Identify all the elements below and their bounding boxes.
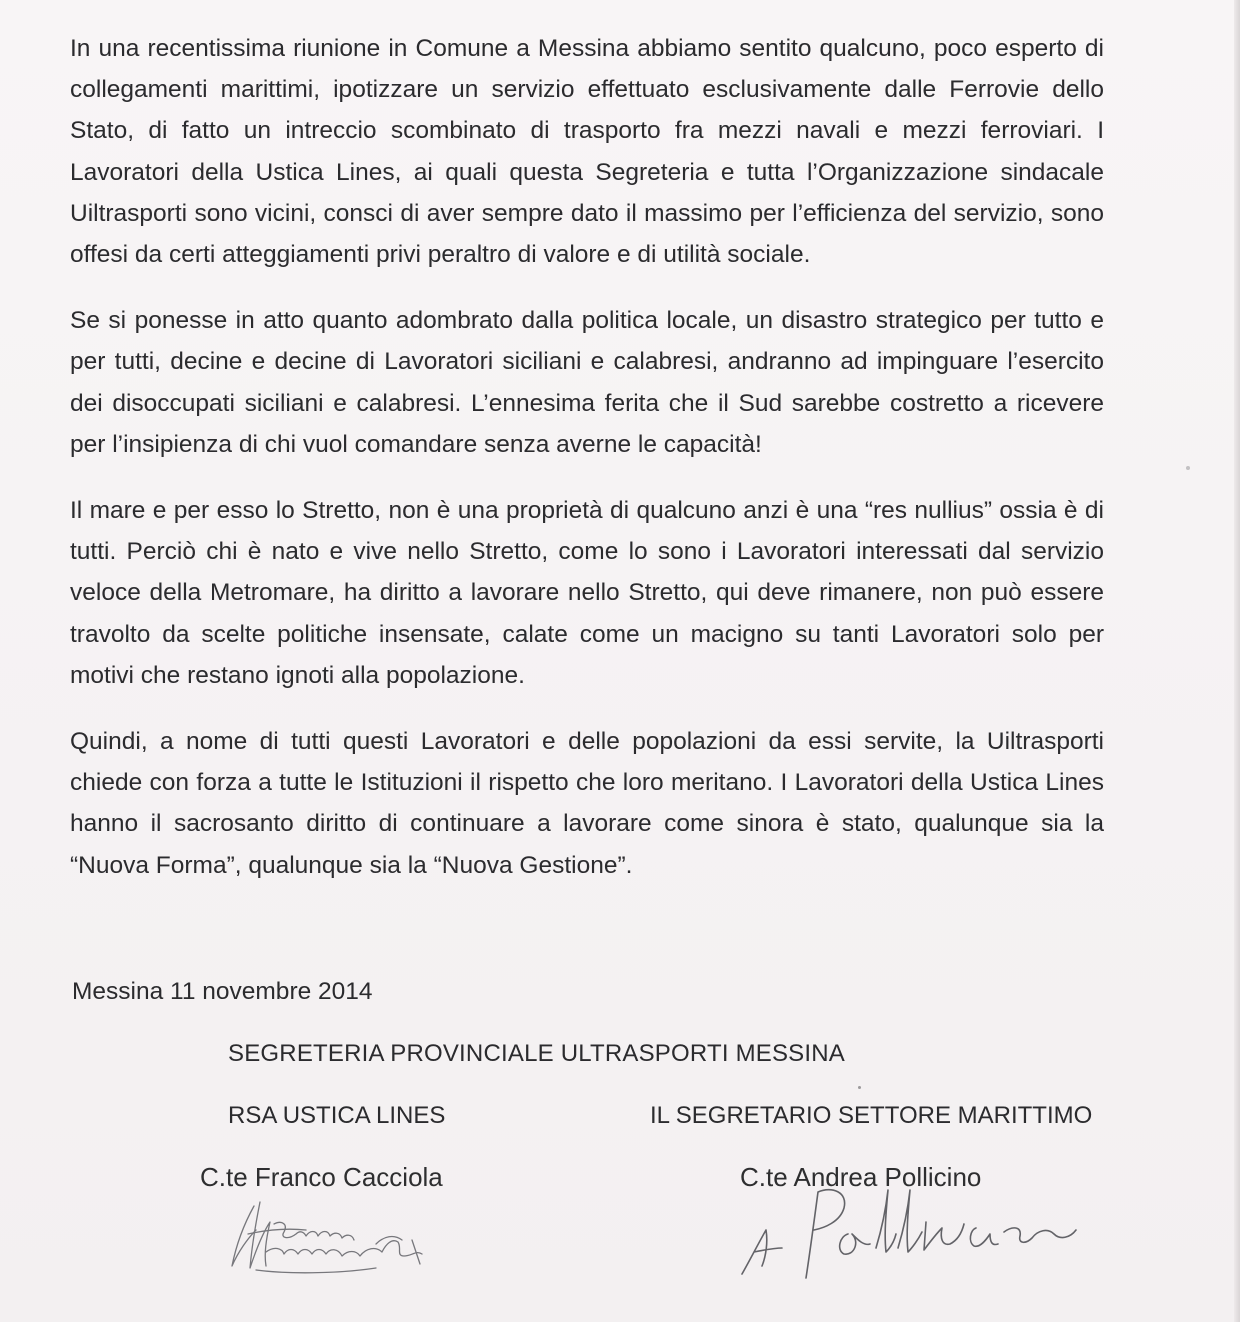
paragraph-1: In una recentissima riunione in Comune a Messina abbiamo sentito qualcuno, poco esperto di collegamenti marittimi, ipotizzare un servizio effettuato esclusivamente dalle Ferrovie dello Stato, di fatto un intreccio scombinato di trasporto fra mezzi navali e mezzi ferroviari. I Lavoratori della Ustica Lines, ai quali questa Segreteria e tutta l’Organizzazione sindacale Uiltrasporti sono vicini, consci di aver sempre dato il massimo per l’efficienza del servizio, sono offesi da certi atteggiamenti privi peraltro di valore e di utilità sociale. <box>70 35 1104 269</box>
scan-speck <box>1186 466 1190 470</box>
left-handwritten-signature <box>226 1194 436 1284</box>
right-signatory-name: C.te Andrea Pollicino <box>740 1162 982 1192</box>
letter-body <box>70 28 1104 911</box>
right-handwritten-signature <box>736 1182 1086 1282</box>
paragraph-4: Quindi, a nome di tutti questi Lavoratori e delle popolazioni da essi servite, la Uiltrasporti chiede con forza a tutte le Istituzioni il rispetto che loro meritano. I Lavoratori della Ustica Lines hanno il sacrosanto diritto di continuare a lavorare come sinora è stato, qualunque sia la “Nuova Forma”, qualunque sia la “Nuova Gestione”. <box>70 728 1104 879</box>
left-signatory-role: RSA USTICA LINES <box>228 1102 446 1129</box>
paragraph-2: Se si ponesse in atto quanto adombrato dalla politica locale, un disastro strategico per tutto e per tutti, decine e decine di Lavoratori siciliani e calabresi, andranno ad impinguare l’esercito dei disoccupati siciliani e calabresi. L’ennesima ferita che il Sud sarebbe costretto a ricevere per l’insipienza di chi vuol comandare senza averne le capacità! <box>70 307 1104 458</box>
paragraph-3: Il mare e per esso lo Stretto, non è una proprietà di qualcuno anzi è una “res nullius” ossia è di tutti. Perciò chi è nato e vive nello Stretto, come lo sono i Lavoratori interessati dal servizio veloce della Metromare, ha diritto a lavorare nello Stretto, qui deve rimanere, non può essere travolto da scelte politiche insensate, calate come un macigno su tanti Lavoratori solo per motivi che restano ignoti alla popolazione. <box>70 497 1104 689</box>
left-signatory-name: C.te Franco Cacciola <box>200 1162 443 1192</box>
organization-heading: SEGRETERIA PROVINCIALE ULTRASPORTI MESSINA <box>228 1040 845 1067</box>
scan-speck <box>858 1086 861 1089</box>
page-edge-shadow <box>1234 0 1240 1322</box>
date-place: Messina 11 novembre 2014 <box>72 978 373 1005</box>
right-signatory-role: IL SEGRETARIO SETTORE MARITTIMO <box>650 1102 1093 1129</box>
